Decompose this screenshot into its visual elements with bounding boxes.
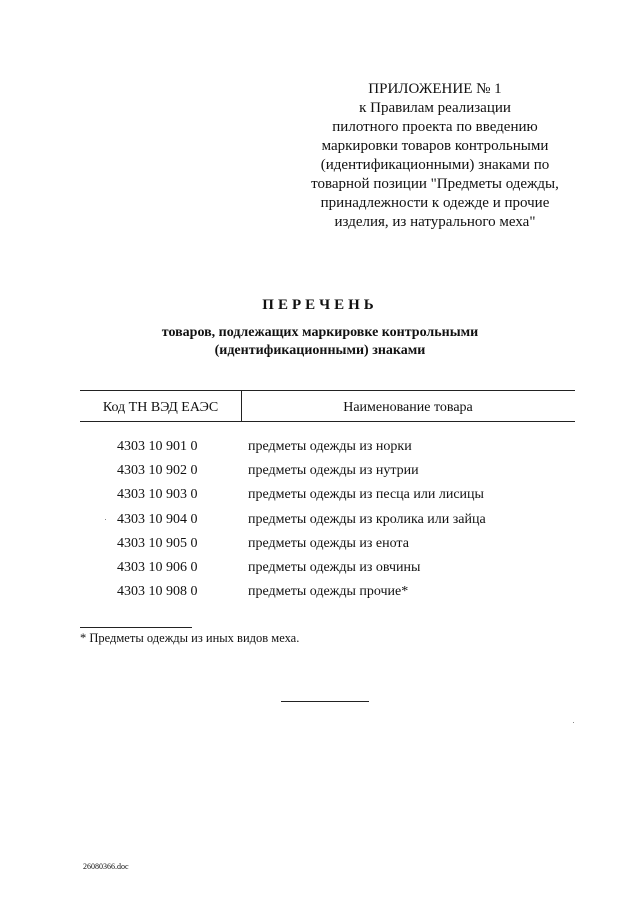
- column-header-name: Наименование товара: [343, 400, 473, 415]
- table-row: [0, 536, 640, 560]
- row-code: 4303 10 908 0: [117, 584, 198, 600]
- appendix-line: товарной позиции "Предметы одежды,: [311, 176, 559, 192]
- row-code: 4303 10 903 0: [117, 487, 198, 503]
- row-name: предметы одежды из нутрии: [248, 463, 419, 479]
- row-code: 4303 10 906 0: [117, 559, 198, 575]
- row-name: предметы одежды из овчины: [248, 559, 421, 575]
- footnote-separator: [80, 627, 192, 628]
- table-row: [0, 512, 640, 536]
- table-row: [0, 439, 640, 463]
- goods-table: [0, 439, 640, 608]
- subtitle-line-2: (идентификационными) знаками: [214, 343, 426, 358]
- column-header-code: Код ТН ВЭД ЕАЭС: [102, 400, 219, 415]
- table-row: [0, 584, 640, 608]
- appendix-line: изделия, из натурального меха": [334, 214, 536, 230]
- scan-speck: [105, 519, 106, 520]
- row-name: предметы одежды из песца или лисицы: [248, 487, 484, 503]
- appendix-line: пилотного проекта по введению: [332, 119, 538, 135]
- table-row: [0, 463, 640, 487]
- subtitle-line-1: товаров, подлежащих маркировке контрольными: [161, 325, 479, 340]
- row-name: предметы одежды из норки: [248, 439, 412, 454]
- row-code: 4303 10 902 0: [117, 463, 198, 479]
- row-name: предметы одежды прочие*: [248, 584, 409, 600]
- appendix-heading: ПРИЛОЖЕНИЕ № 1: [368, 81, 502, 97]
- row-name: предметы одежды из енота: [248, 535, 409, 551]
- table-top-rule: [80, 390, 575, 391]
- row-code: 4303 10 905 0: [117, 535, 198, 551]
- scan-speck: [573, 722, 574, 723]
- document-reference: 26080366.doc: [83, 862, 129, 871]
- document-title: ПЕРЕЧЕНЬ: [262, 297, 378, 313]
- footnote: * Предметы одежды из иных видов меха.: [80, 631, 300, 645]
- appendix-line: (идентификационными) знаками по: [320, 157, 550, 173]
- appendix-line: маркировки товаров контрольными: [321, 138, 549, 154]
- appendix-block: [300, 80, 570, 232]
- document-subtitle: [0, 324, 640, 360]
- appendix-line: принадлежности к одежде и прочие: [320, 195, 550, 211]
- row-code: 4303 10 901 0: [117, 439, 198, 454]
- end-rule: [281, 701, 369, 702]
- row-code: 4303 10 904 0: [117, 511, 198, 527]
- table-header-rule: [80, 421, 575, 422]
- appendix-line: к Правилам реализации: [359, 100, 511, 116]
- row-name: предметы одежды из кролика или зайца: [248, 511, 486, 527]
- table-row: [0, 560, 640, 584]
- table-row: [0, 487, 640, 511]
